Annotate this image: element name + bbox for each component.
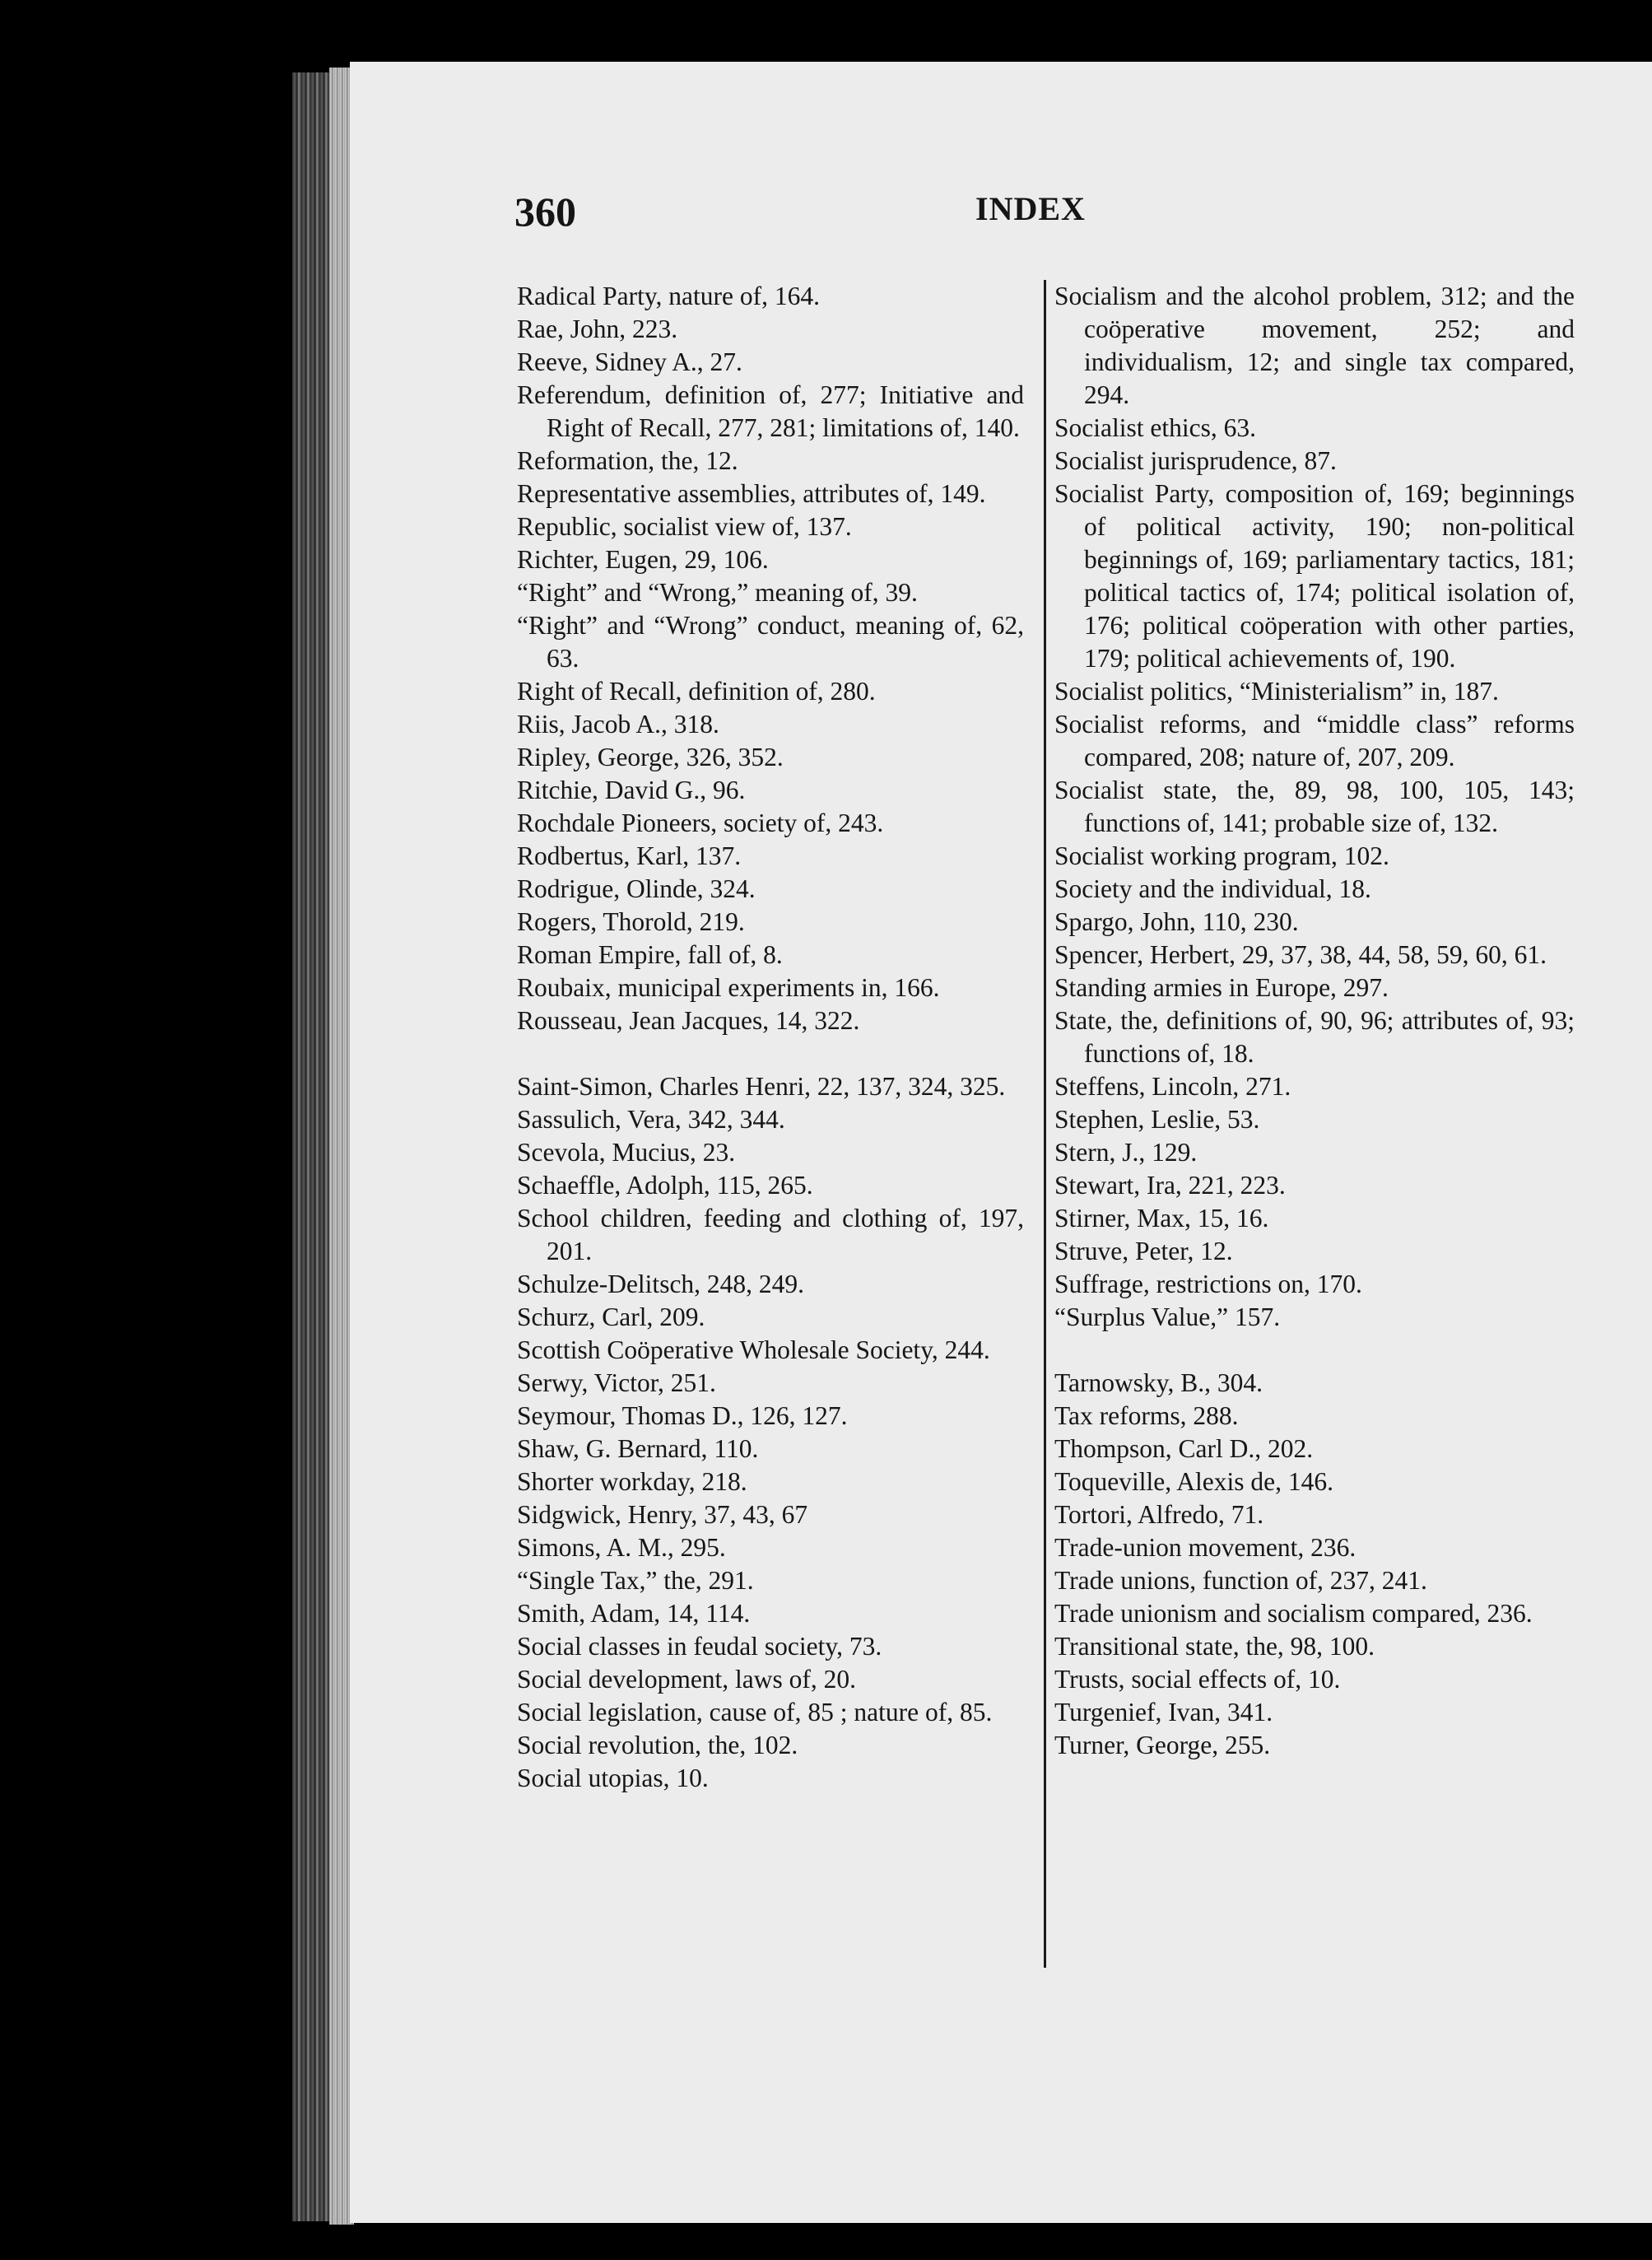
- index-entry: Socialist ethics, 63.: [1054, 413, 1256, 442]
- index-entry: Socialist reforms, and “middle class” reforms compared, 208; nature of, 207, 209.: [1054, 710, 1575, 771]
- index-entry: Rodrigue, Olinde, 324.: [517, 874, 756, 903]
- index-entry: Tarnowsky, B., 304.: [1054, 1368, 1263, 1397]
- index-entry: Suffrage, restrictions on, 170.: [1054, 1270, 1362, 1298]
- index-entry: Tax reforms, 288.: [1054, 1401, 1239, 1430]
- index-entry: Rae, John, 223.: [517, 315, 678, 343]
- index-entry: Schulze-Delitsch, 248, 249.: [517, 1270, 805, 1298]
- index-entry: Socialist Party, composition of, 169; beginnings of political activity, 190; non-political beginnings of, 169; parliamentary tactics, 181; political tactics of, 174; political isolation of, 176; political coöperation with other parties, 179; political achievements of, 190.: [1054, 479, 1575, 673]
- index-entry: Schurz, Carl, 209.: [517, 1302, 705, 1331]
- index-entry: “Single Tax,” the, 291.: [517, 1566, 754, 1595]
- index-entry: Schaeffle, Adolph, 115, 265.: [517, 1171, 813, 1200]
- index-entry: Spargo, John, 110, 230.: [1054, 907, 1299, 936]
- letter-group-gap: [1054, 1334, 1575, 1367]
- running-head: INDEX: [975, 190, 1086, 227]
- index-entry: Representative assemblies, attributes of, 149.: [517, 479, 986, 508]
- index-entry: Reeve, Sidney A., 27.: [517, 347, 742, 376]
- index-entry: Serwy, Victor, 251.: [517, 1368, 716, 1397]
- index-entry: Stewart, Ira, 221, 223.: [1054, 1171, 1286, 1200]
- index-entry: Stephen, Leslie, 53.: [1054, 1105, 1260, 1134]
- index-entry: Trade unionism and socialism compared, 236.: [1054, 1599, 1533, 1628]
- index-entry: Smith, Adam, 14, 114.: [517, 1599, 751, 1628]
- index-entry: Sassulich, Vera, 342, 344.: [517, 1105, 785, 1134]
- index-entry: Rochdale Pioneers, society of, 243.: [517, 808, 884, 837]
- index-entry: Reformation, the, 12.: [517, 446, 738, 475]
- index-entry: Standing armies in Europe, 297.: [1054, 973, 1389, 1002]
- index-entry: Richter, Eugen, 29, 106.: [517, 545, 769, 574]
- index-entry: Rodbertus, Karl, 137.: [517, 841, 742, 870]
- index-entry: Trade unions, function of, 237, 241.: [1054, 1566, 1427, 1595]
- index-entry: Transitional state, the, 98, 100.: [1054, 1632, 1375, 1661]
- index-entry: Socialism and the alcohol problem, 312; and the coöperative movement, 252; and individualism, 12; and single tax compared, 294.: [1054, 282, 1575, 409]
- index-entry: Shaw, G. Bernard, 110.: [517, 1434, 759, 1463]
- index-entry: Sidgwick, Henry, 37, 43, 67: [517, 1500, 808, 1529]
- index-entry: Rousseau, Jean Jacques, 14, 322.: [517, 1006, 860, 1035]
- index-entry: Ripley, George, 326, 352.: [517, 743, 784, 771]
- index-entry: Roubaix, municipal experiments in, 166.: [517, 973, 940, 1002]
- index-entry: Turner, George, 255.: [1054, 1731, 1271, 1759]
- index-entry: Seymour, Thomas D., 126, 127.: [517, 1401, 848, 1430]
- index-entry: Socialist politics, “Ministerialism” in, 187.: [1054, 677, 1499, 706]
- index-entry: “Surplus Value,” 157.: [1054, 1302, 1281, 1331]
- index-entry: Stern, J., 129.: [1054, 1138, 1198, 1167]
- index-entry: Ritchie, David G., 96.: [517, 776, 746, 804]
- index-entry: Referendum, definition of, 277; Initiative and Right of Recall, 277, 281; limitations of, 140.: [517, 380, 1024, 442]
- index-entry: Spencer, Herbert, 29, 37, 38, 44, 58, 59, 60, 61.: [1054, 940, 1547, 969]
- index-entry: Turgenief, Ivan, 341.: [1054, 1698, 1273, 1726]
- index-entry: Roman Empire, fall of, 8.: [517, 940, 783, 969]
- index-entry: Riis, Jacob A., 318.: [517, 710, 719, 739]
- index-entry: Radical Party, nature of, 164.: [517, 282, 820, 310]
- index-entry: Scottish Coöperative Wholesale Society, 244.: [517, 1335, 990, 1364]
- index-entry: “Right” and “Wrong” conduct, meaning of, 62, 63.: [517, 611, 1024, 673]
- index-entry: Trade-union movement, 236.: [1054, 1533, 1357, 1562]
- index-entry: State, the, definitions of, 90, 96; attributes of, 93; functions of, 18.: [1054, 1006, 1575, 1068]
- index-entry: Struve, Peter, 12.: [1054, 1237, 1233, 1265]
- index-entry: Simons, A. M., 295.: [517, 1533, 726, 1562]
- index-entry: Socialist state, the, 89, 98, 100, 105, 143; functions of, 141; probable size of, 132.: [1054, 776, 1575, 837]
- index-entry: Steffens, Lincoln, 271.: [1054, 1072, 1291, 1101]
- index-entry: Republic, socialist view of, 137.: [517, 512, 852, 541]
- index-entry: “Right” and “Wrong,” meaning of, 39.: [517, 578, 918, 607]
- index-entry: Trusts, social effects of, 10.: [1054, 1665, 1341, 1694]
- index-entry: Social classes in feudal society, 73.: [517, 1632, 882, 1661]
- index-entry: Saint-Simon, Charles Henri, 22, 137, 324, 325.: [517, 1072, 1006, 1101]
- letter-group-gap: [517, 1037, 1024, 1070]
- index-entry: Social utopias, 10.: [517, 1764, 709, 1792]
- index-entry: Scevola, Mucius, 23.: [517, 1138, 736, 1167]
- index-entry: Toqueville, Alexis de, 146.: [1054, 1467, 1333, 1496]
- index-entry: Socialist working program, 102.: [1054, 841, 1389, 870]
- index-entry: Socialist jurisprudence, 87.: [1054, 446, 1337, 475]
- index-entry: Rogers, Thorold, 219.: [517, 907, 745, 936]
- index-entry: Tortori, Alfredo, 71.: [1054, 1500, 1264, 1529]
- index-entry: Social legislation, cause of, 85 ; nature of, 85.: [517, 1698, 993, 1726]
- index-entry: Social revolution, the, 102.: [517, 1731, 798, 1759]
- index-entry: Society and the individual, 18.: [1054, 874, 1371, 903]
- index-column-left: [517, 280, 1024, 1795]
- page-number: 360: [514, 189, 576, 235]
- index-entry: Social development, laws of, 20.: [517, 1665, 857, 1694]
- index-entry: School children, feeding and clothing of, 197, 201.: [517, 1204, 1024, 1265]
- index-entry: Right of Recall, definition of, 280.: [517, 677, 876, 706]
- index-entry: Stirner, Max, 15, 16.: [1054, 1204, 1269, 1233]
- index-entry: Shorter workday, 218.: [517, 1467, 747, 1496]
- index-column-right: [1044, 280, 1575, 1968]
- index-entry: Thompson, Carl D., 202.: [1054, 1434, 1314, 1463]
